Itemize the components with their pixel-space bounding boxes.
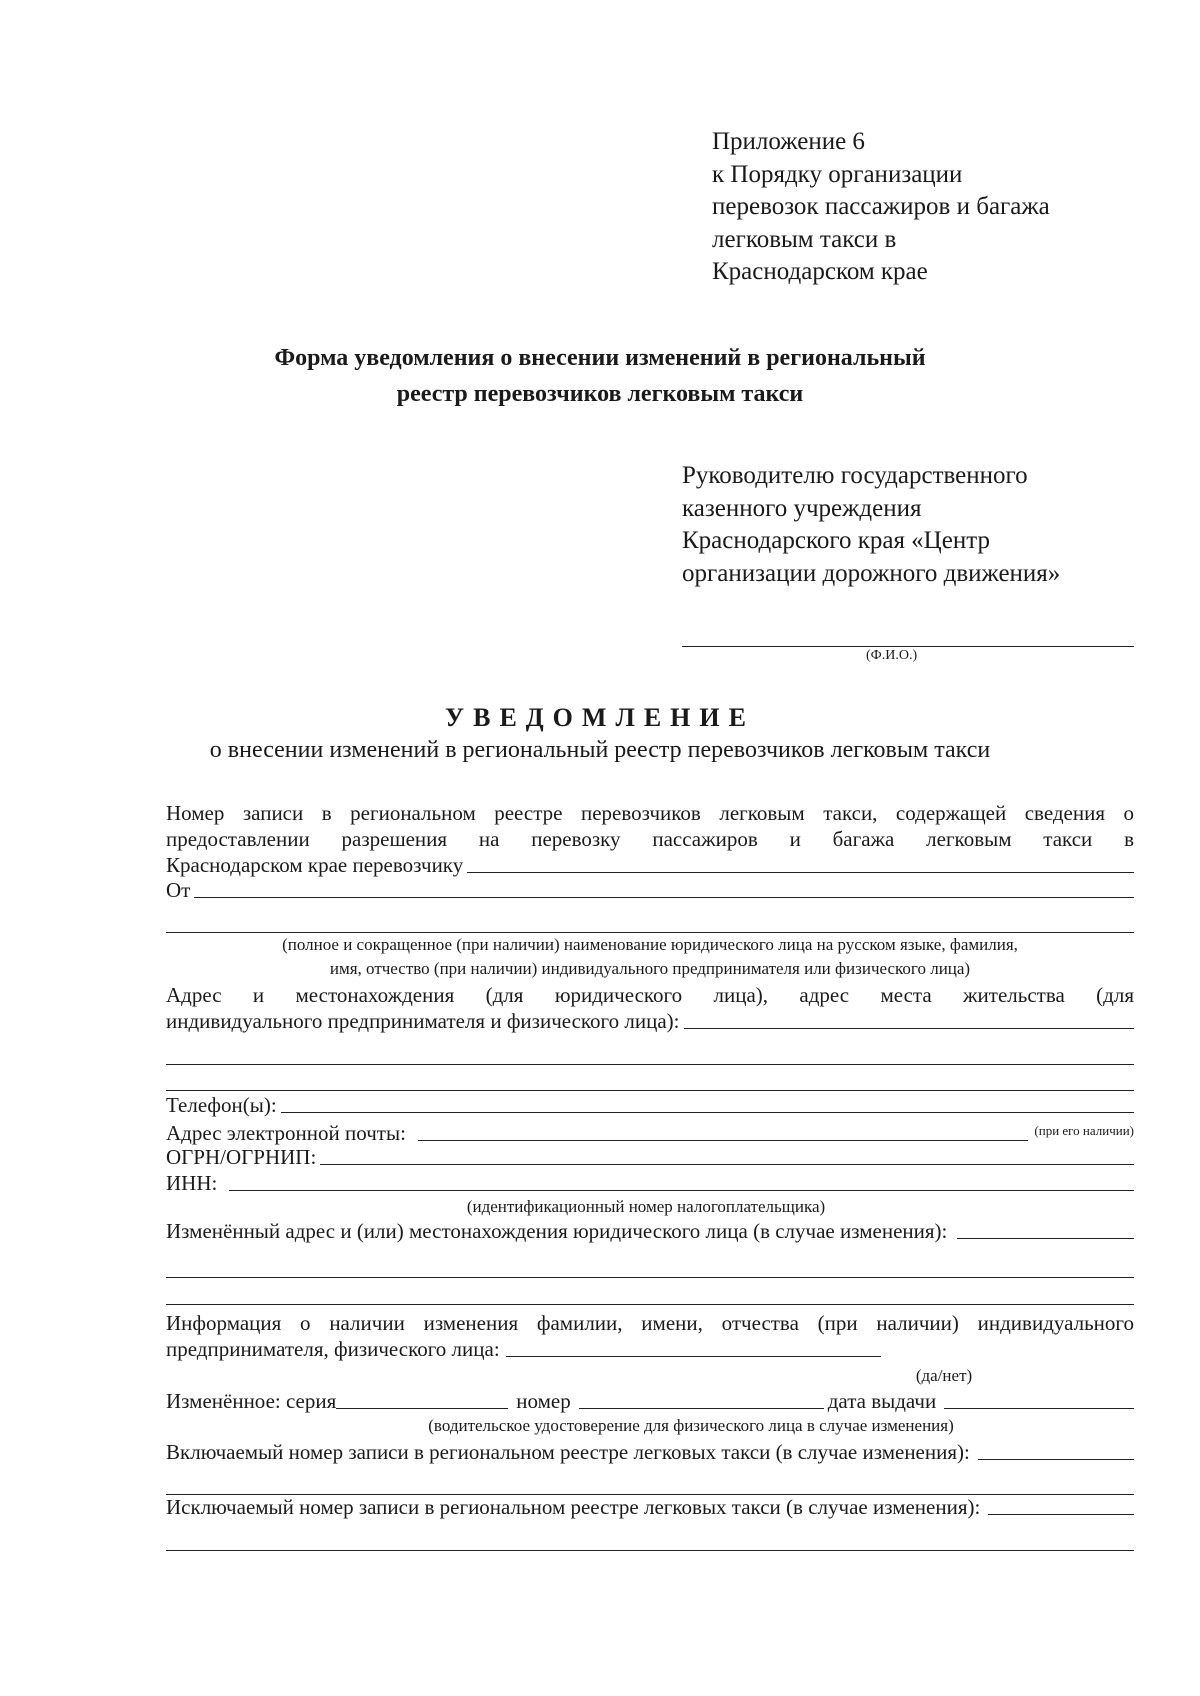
name-change-input-line[interactable] bbox=[506, 1356, 881, 1357]
address-field bbox=[166, 1008, 1134, 1034]
appendix-header bbox=[712, 126, 1050, 289]
fio-signature-line[interactable] bbox=[682, 646, 1134, 647]
email-field bbox=[166, 1118, 1134, 1146]
changed-address-field bbox=[166, 1218, 1134, 1244]
appendix-line: легковым такси в bbox=[712, 225, 897, 253]
changed-address-input-line[interactable] bbox=[957, 1238, 1134, 1239]
from-caption: (полное и сокращенное (при наличии) наименование юридического лица на русском языке, фамилия, bbox=[282, 935, 1018, 954]
record-number-text-line: Номер записи в региональном реестре перевозчиков легковым такси, содержащей сведения о bbox=[166, 801, 1134, 825]
address-input-line-2[interactable] bbox=[166, 1064, 1134, 1065]
excluded-record-field bbox=[166, 1494, 1134, 1520]
inn-input-line[interactable] bbox=[229, 1190, 1134, 1191]
issue-date-input-line[interactable] bbox=[944, 1408, 1134, 1409]
record-number-label: Краснодарском крае перевозчику bbox=[166, 853, 464, 877]
email-note: (при его наличии) bbox=[1034, 1123, 1134, 1138]
name-change-field bbox=[166, 1336, 1134, 1362]
changed-license-field bbox=[166, 1388, 1134, 1414]
from-input-line-2[interactable] bbox=[166, 932, 1134, 933]
issue-date-label: дата выдачи bbox=[827, 1389, 937, 1413]
address-input-line-3[interactable] bbox=[166, 1090, 1134, 1091]
changed-series-label: Изменённое: серия bbox=[166, 1389, 337, 1413]
inn-field bbox=[166, 1170, 1134, 1196]
series-input-line[interactable] bbox=[336, 1408, 508, 1409]
appendix-line: перевозок пассажиров и багажа bbox=[712, 193, 1050, 220]
from-field bbox=[166, 877, 1134, 903]
record-number-field bbox=[166, 852, 1134, 878]
appendix-line: Краснодарском крае bbox=[712, 258, 928, 285]
yes-no-caption: (да/нет) bbox=[915, 1366, 973, 1385]
form-title-line: Форма уведомления о внесении изменений в региональный bbox=[274, 345, 926, 371]
notice-subtitle: о внесении изменений в региональный реестр перевозчиков легковым такси bbox=[209, 737, 991, 763]
addressee-line: казенного учреждения bbox=[682, 494, 922, 522]
addressee-block bbox=[682, 460, 1060, 590]
ogrn-input-line[interactable] bbox=[320, 1164, 1134, 1165]
changed-address-label: Изменённый адрес и (или) местонахождения юридического лица (в случае изменения): bbox=[166, 1219, 948, 1243]
inn-caption: (идентификационный номер налогоплательщика) bbox=[466, 1197, 826, 1216]
included-record-input-line[interactable] bbox=[978, 1459, 1134, 1460]
from-caption: имя, отчество (при наличии) индивидуального предпринимателя или физического лица) bbox=[329, 959, 971, 978]
number-input-line[interactable] bbox=[579, 1408, 824, 1409]
form-title-line: реестр перевозчиков легковым такси bbox=[396, 381, 804, 407]
excluded-record-input-line[interactable] bbox=[988, 1514, 1134, 1515]
record-number-text-line: предоставлении разрешения на перевозку пассажиров и багажа легковым такси в bbox=[166, 827, 1134, 851]
address-label: индивидуального предпринимателя и физического лица): bbox=[166, 1009, 680, 1033]
excluded-record-input-line-2[interactable] bbox=[166, 1550, 1134, 1551]
from-input-line[interactable] bbox=[194, 897, 1134, 898]
changed-address-input-line-2[interactable] bbox=[166, 1277, 1134, 1278]
notice-title: УВЕДОМЛЕНИЕ bbox=[445, 703, 755, 732]
phone-field bbox=[166, 1092, 1134, 1118]
license-caption: (водительское удостоверение для физического лица в случае изменения) bbox=[428, 1416, 954, 1435]
from-label: От bbox=[166, 878, 191, 902]
included-record-label: Включаемый номер записи в региональном реестре легковых такси (в случае изменения): bbox=[166, 1440, 970, 1464]
addressee-line: Краснодарского края «Центр bbox=[682, 527, 990, 554]
included-record-field bbox=[166, 1439, 1134, 1465]
ogrn-field bbox=[166, 1144, 1134, 1170]
fio-caption: (Ф.И.О.) bbox=[866, 648, 918, 663]
email-label: Адрес электронной почты: bbox=[166, 1121, 406, 1145]
changed-address-input-line-3[interactable] bbox=[166, 1304, 1134, 1305]
phone-label: Телефон(ы): bbox=[166, 1093, 277, 1117]
number-label: номер bbox=[516, 1389, 571, 1413]
ogrn-label: ОГРН/ОГРНИП: bbox=[166, 1145, 317, 1169]
addressee-line: Руководителю государственного bbox=[682, 462, 1028, 489]
record-number-input-line[interactable] bbox=[467, 872, 1134, 873]
appendix-line: Приложение 6 bbox=[712, 128, 865, 155]
appendix-line: к Порядку организации bbox=[712, 160, 963, 188]
address-input-line[interactable] bbox=[684, 1028, 1134, 1029]
name-change-label: предпринимателя, физического лица: bbox=[166, 1337, 500, 1361]
phone-input-line[interactable] bbox=[281, 1112, 1134, 1113]
form-title bbox=[180, 340, 1020, 412]
email-input-line[interactable] bbox=[418, 1140, 1029, 1141]
excluded-record-label: Исключаемый номер записи в региональном реестре легковых такси (в случае изменения): bbox=[166, 1495, 981, 1519]
address-text-line: Адрес и местонахождения (для юридического лица), адрес места жительства (для bbox=[166, 983, 1134, 1007]
addressee-line: организации дорожного движения» bbox=[682, 559, 1061, 587]
inn-label: ИНН: bbox=[166, 1171, 218, 1195]
name-change-text-line: Информация о наличии изменения фамилии, имени, отчества (при наличии) индивидуального bbox=[166, 1311, 1134, 1335]
